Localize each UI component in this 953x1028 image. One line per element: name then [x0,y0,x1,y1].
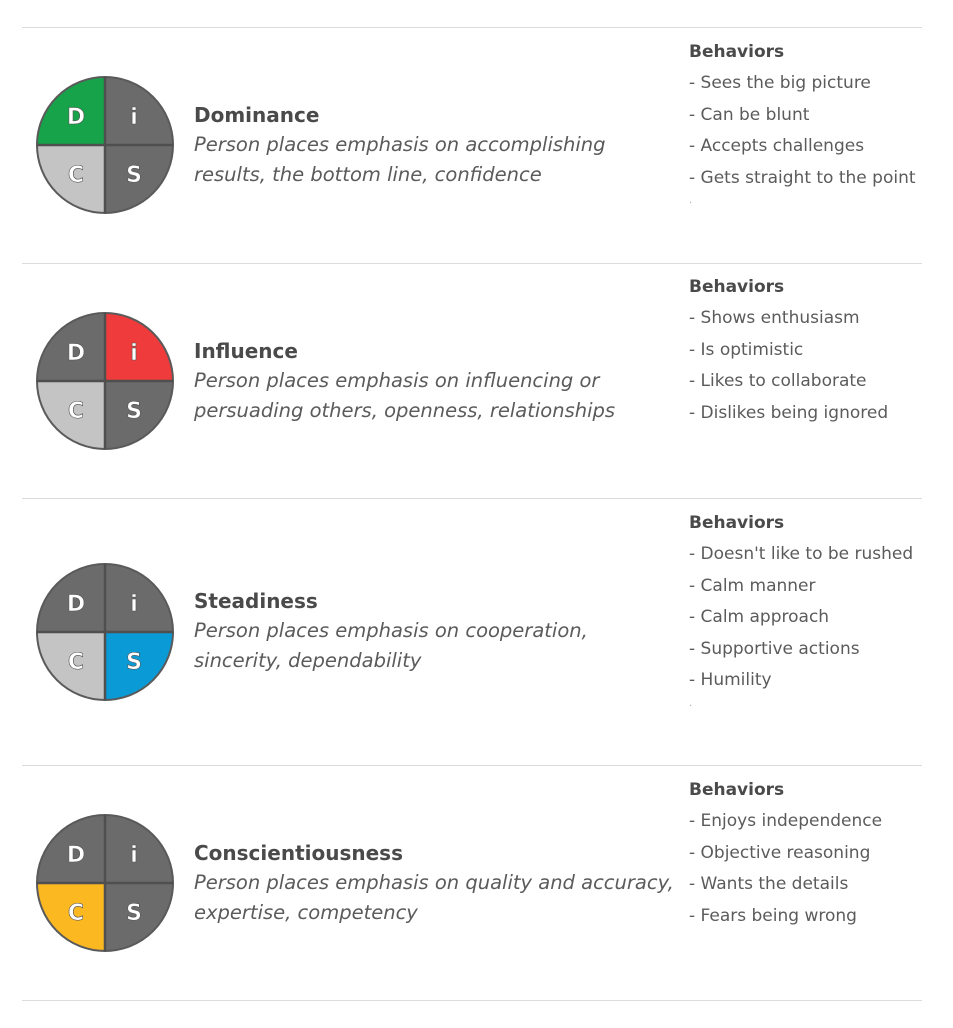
section-description: Person places emphasis on cooperation, sincerity, dependability [194,619,588,672]
section-text [194,838,674,928]
wheel-letter-s: S [126,901,142,926]
divider-bottom [22,1000,922,1001]
behaviors-list [689,513,929,712]
behavior-item: - Wants the details [689,874,849,895]
behavior-item: - Fears being wrong [689,905,857,926]
behavior-item: - Doesn't like to be rushed [689,544,914,564]
behavior-item: - Enjoys independence [689,811,883,831]
trailing-mark: · [689,198,693,210]
wheel-letter-c: C [67,399,85,424]
wheel-letter-i: i [130,341,138,366]
wheel-letter-d: D [66,843,86,868]
disc-wheel-conscientiousness [34,812,176,954]
wheel-letter-c: C [67,163,85,188]
disc-wheel-steadiness [34,561,176,703]
behavior-item: - Shows enthusiasm [689,308,860,328]
section-description: Person places emphasis on accomplishing results, the bottom line, confidence [194,133,606,186]
disc-section-conscientiousness [22,766,922,1000]
section-title: Influence [194,339,298,363]
wheel-letter-i: i [130,843,138,868]
disc-section-influence [22,264,922,498]
behavior-item: - Calm manner [689,575,816,596]
behaviors-heading: Behaviors [689,780,785,800]
wheel-letter-d: D [66,592,86,617]
section-title: Dominance [194,103,320,127]
wheel-letter-c: C [67,650,85,675]
behavior-item: - Can be blunt [689,104,810,125]
wheel-letter-s: S [126,399,142,424]
behaviors-list [689,42,929,209]
behavior-item: - Humility [689,670,772,691]
behaviors-heading: Behaviors [689,277,785,297]
section-text [194,336,674,426]
disc-section-steadiness [22,499,922,765]
wheel-letter-d: D [66,105,86,130]
section-text [194,586,674,676]
behaviors-heading: Behaviors [689,42,785,62]
section-title: Conscientiousness [194,841,403,865]
disc-wheel-dominance [34,74,176,216]
section-text [194,100,674,190]
section-description: Person places emphasis on quality and accuracy, expertise, competency [194,871,674,924]
behavior-item: - Sees the big picture [689,73,871,93]
wheel-letter-i: i [130,592,138,617]
wheel-letter-c: C [67,901,85,926]
behavior-item: - Likes to collaborate [689,371,867,392]
section-title: Steadiness [194,589,318,613]
wheel-letter-i: i [130,105,138,130]
behavior-item: - Dislikes being ignored [689,402,889,423]
behavior-item: - Supportive actions [689,638,860,659]
behaviors-list [689,780,929,937]
behaviors-list [689,277,929,434]
trailing-mark: · [689,700,693,712]
behavior-item: - Accepts challenges [689,136,865,157]
disc-section-dominance [22,28,922,263]
behavior-item: - Calm approach [689,607,830,628]
disc-wheel-influence [34,310,176,452]
wheel-letter-s: S [126,163,142,188]
wheel-letter-d: D [66,341,86,366]
wheel-letter-s: S [126,650,142,675]
behavior-item: - Gets straight to the point [689,167,916,188]
behavior-item: - Objective reasoning [689,842,871,863]
behavior-item: - Is optimistic [689,339,804,360]
behaviors-heading: Behaviors [689,513,785,533]
section-description: Person places emphasis on influencing or persuading others, openness, relationships [194,369,616,422]
